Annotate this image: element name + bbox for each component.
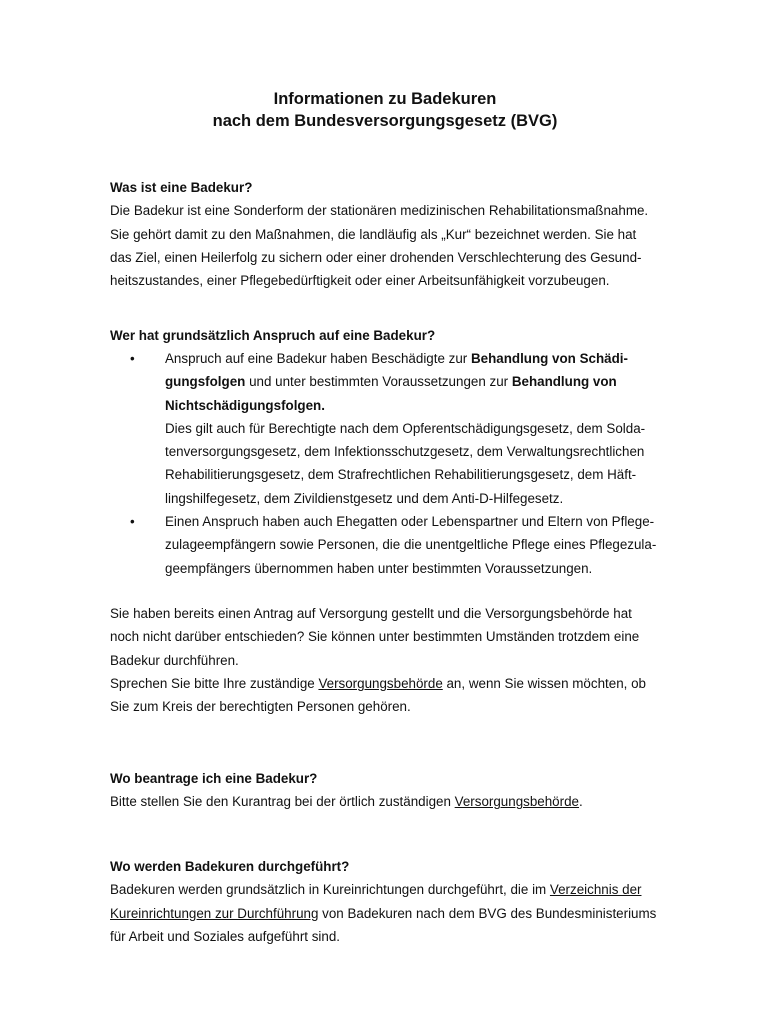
- paragraph-line: geempfängers übernommen haben unter bestimmten Voraussetzungen.: [165, 560, 593, 576]
- section-heading: Wer hat grundsätzlich Anspruch auf eine Badekur?: [110, 328, 436, 343]
- bullet-marker: •: [130, 514, 135, 529]
- bullet-item-beschaedigte: [110, 347, 690, 522]
- text-run: Bitte stellen Sie den Kurantrag bei der örtlich zuständigen: [110, 794, 455, 810]
- title-line-2: nach dem Bundesversorgungsgesetz (BVG): [212, 112, 558, 130]
- page-title: [0, 88, 770, 132]
- paragraph-line: Sie haben bereits einen Antrag auf Versorgung gestellt und die Versorgungsbehörde hat: [110, 606, 632, 621]
- section-durchfuehrung: [110, 855, 690, 948]
- paragraph-line: Die Badekur ist eine Sonderform der stationären medizinischen Rehabilitationsmaßnahme.: [110, 203, 649, 219]
- bullet-marker: •: [130, 351, 135, 366]
- section-was-ist-badekur: [110, 176, 690, 292]
- paragraph-line: zulageempfängern sowie Personen, die die unentgeltliche Pflege eines Pflegezula-: [165, 537, 657, 553]
- section-heading: Wo werden Badekuren durchgeführt?: [110, 859, 350, 874]
- paragraph-line: Einen Anspruch haben auch Ehegatten oder Lebenspartner und Eltern von Pflege-: [165, 514, 655, 529]
- versorgungsbehoerde-link[interactable]: Versorgungsbehörde: [318, 675, 443, 691]
- bullet-item-angehoerige: [110, 510, 690, 582]
- section-anspruch: [110, 324, 690, 347]
- text-run: Anspruch auf eine Badekur haben Beschädigte zur: [165, 351, 471, 366]
- paragraph-line: lingshilfegesetz, dem Zivildienstgesetz und dem Anti-D-Hilfegesetz.: [165, 490, 564, 506]
- text-run: an, wenn Sie wissen möchten, ob: [442, 675, 646, 691]
- bold-text: Nichtschädigungsfolgen.: [165, 397, 325, 413]
- section-heading: Was ist eine Badekur?: [110, 180, 253, 195]
- text-run: Sprechen Sie bitte Ihre zuständige: [110, 675, 319, 691]
- paragraph-line: Sie zum Kreis der berechtigten Personen gehören.: [110, 699, 411, 715]
- bold-text: Behandlung von Schädi-: [470, 351, 628, 366]
- paragraph-line: Dies gilt auch für Berechtigte nach dem Opferentschädigungsgesetz, dem Solda-: [165, 420, 646, 436]
- text-run: .: [578, 794, 583, 810]
- paragraph-line: Sie gehört damit zu den Maßnahmen, die landläufig als „Kur“ bezeichnet werden. Sie hat: [110, 226, 637, 242]
- title-line-1: Informationen zu Badekuren: [273, 90, 497, 108]
- text-run: und unter bestimmten Voraussetzungen zur: [245, 374, 512, 390]
- bold-text: Behandlung von: [511, 374, 617, 390]
- paragraph-line: das Ziel, einen Heilerfolg zu sichern oder einer drohenden Verschlechterung des Gesund-: [110, 249, 642, 265]
- text-run: von Badekuren nach dem BVG des Bundesministeriums: [318, 905, 657, 921]
- bullet-text: [165, 347, 705, 510]
- paragraph-line: für Arbeit und Soziales aufgeführt sind.: [110, 928, 341, 944]
- bold-text: gungsfolgen: [165, 374, 246, 390]
- section-beantragen: [110, 767, 690, 814]
- verzeichnis-link[interactable]: Kureinrichtungen zur Durchführung: [110, 905, 319, 921]
- paragraph-line: tenversorgungsgesetz, dem Infektionsschutzgesetz, dem Verwaltungsrechtlichen: [165, 444, 645, 460]
- section-heading: Wo beantrage ich eine Badekur?: [110, 771, 318, 786]
- paragraph-line: Badekur durchführen.: [110, 652, 239, 668]
- bullet-text: [165, 510, 705, 580]
- paragraph-line: noch nicht darüber entschieden? Sie können unter bestimmten Umständen trotzdem eine: [110, 629, 640, 645]
- text-run: Badekuren werden grundsätzlich in Kureinrichtungen durchgeführt, die im: [110, 882, 550, 898]
- versorgungsbehoerde-link[interactable]: Versorgungsbehörde: [454, 794, 579, 810]
- paragraph-antrag: [110, 602, 690, 718]
- paragraph-line: Rehabilitierungsgesetz, dem Strafrechtlichen Rehabilitierungsgesetz, dem Häft-: [165, 467, 637, 483]
- verzeichnis-link[interactable]: Verzeichnis der: [549, 882, 642, 898]
- paragraph-line: heitszustandes, einer Pflegebedürftigkeit oder einer Arbeitsunfähigkeit vorzubeugen.: [110, 273, 610, 289]
